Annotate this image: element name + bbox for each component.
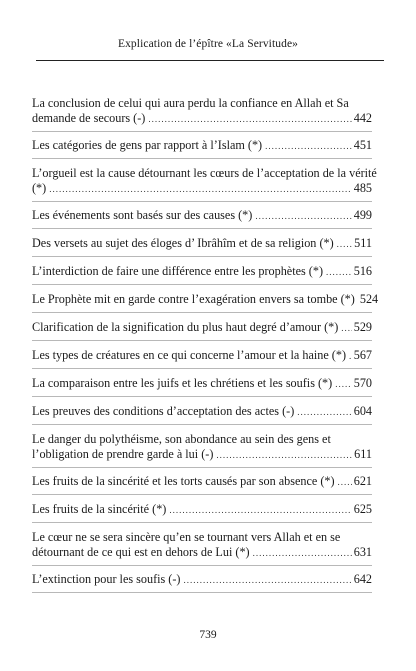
toc-entry-title-line: La conclusion de celui qui aura perdu la confiance en Allah et Sa — [32, 96, 349, 110]
toc-entry — [32, 376, 372, 397]
toc-entry — [32, 166, 377, 202]
dot-leader — [49, 182, 352, 197]
toc-entry — [32, 474, 372, 495]
toc-entry-title: L’extinction pour les soufis (-) — [32, 572, 181, 586]
toc-entry — [32, 292, 379, 313]
toc-entry-page: 625 — [353, 502, 372, 516]
toc-entry-title-line: Le cœur ne se sera sincère qu’en se tournant vers Allah et en se — [32, 530, 341, 544]
dot-leader — [341, 321, 351, 336]
toc-entry-title: Les types de créatures en ce qui concerne l’amour et la haine (*) — [32, 348, 347, 362]
toc-entry-title: Les événements sont basés sur des causes (*) — [32, 208, 253, 222]
toc-entry-title-line: Le danger du polythéisme, son abondance au sein des gens et — [32, 432, 331, 446]
toc-entry — [32, 138, 372, 159]
toc-entry-title-line: L’orgueil est la cause détournant les cœurs de l’acceptation de la vérité — [32, 166, 377, 180]
toc-entry-title: l’obligation de prendre garde à lui (-) — [32, 447, 214, 461]
toc-entry-title: demande de secours (-) — [32, 111, 146, 125]
dot-leader — [337, 237, 352, 252]
dot-leader — [326, 265, 352, 280]
dot-leader — [216, 448, 352, 463]
toc-entry-title: Le Prophète mit en garde contre l’exagération envers sa tombe (*) — [32, 292, 355, 306]
toc-entry-title: L’interdiction de faire une différence entre les prophètes (*) — [32, 264, 324, 278]
dot-leader — [169, 503, 351, 518]
toc-entry-page: 567 — [353, 348, 372, 362]
toc-entry-page: 485 — [353, 181, 372, 195]
toc-entry-page: 604 — [353, 404, 372, 418]
toc-entry-page: 451 — [353, 138, 372, 152]
toc-entry — [32, 348, 372, 369]
toc-entry-title: Clarification de la signification du plus haut degré d’amour (*) — [32, 320, 339, 334]
dot-leader — [349, 349, 352, 364]
toc-entry-title: Les preuves des conditions d’acceptation des actes (-) — [32, 404, 295, 418]
toc-entry — [32, 530, 372, 566]
toc-entry — [32, 96, 372, 132]
toc-entry-page: 611 — [354, 447, 372, 461]
toc-entry — [32, 320, 372, 341]
toc-entry-title: Des versets au sujet des éloges d’ Ibrâhîm et de sa religion (*) — [32, 236, 334, 250]
page-number: 739 — [199, 629, 217, 641]
toc-entry-title: (*) — [32, 181, 47, 195]
toc-entry-page: 529 — [353, 320, 372, 334]
dot-leader — [253, 546, 352, 561]
dot-leader — [148, 112, 351, 127]
toc-entry — [32, 404, 372, 425]
dot-leader — [265, 139, 352, 154]
toc-entry-page: 516 — [353, 264, 372, 278]
dot-leader — [183, 573, 351, 588]
table-of-contents — [32, 96, 379, 600]
toc-entry-page: 511 — [354, 236, 372, 250]
toc-entry-page: 524 — [359, 292, 379, 306]
toc-entry — [32, 208, 372, 229]
toc-entry-page: 621 — [353, 474, 372, 488]
toc-entry — [32, 572, 372, 593]
toc-entry — [32, 432, 372, 468]
toc-entry-page: 631 — [353, 545, 372, 559]
toc-entry — [32, 264, 372, 285]
toc-entry-page: 442 — [353, 111, 372, 125]
toc-entry-title: La comparaison entre les juifs et les chrétiens et les soufis (*) — [32, 376, 333, 390]
toc-entry — [32, 236, 372, 257]
toc-entry-title: Les fruits de la sincérité (*) — [32, 502, 167, 516]
header-rule — [36, 60, 384, 61]
toc-entry — [32, 502, 372, 523]
dot-leader — [255, 209, 351, 224]
toc-entry-page: 499 — [353, 208, 372, 222]
toc-entry-page: 570 — [353, 376, 372, 390]
toc-entry-title: Les fruits de la sincérité et les torts causés par son absence (*) — [32, 474, 335, 488]
dot-leader — [338, 475, 352, 490]
toc-entry-page: 642 — [353, 572, 372, 586]
dot-leader — [297, 405, 351, 420]
toc-entry-title: détournant de ce qui est en dehors de Lui (*) — [32, 545, 250, 559]
toc-entry-title: Les catégories de gens par rapport à l’Islam (*) — [32, 138, 263, 152]
dot-leader — [335, 377, 352, 392]
running-header: Explication de l’épître «La Servitude» — [117, 38, 299, 50]
